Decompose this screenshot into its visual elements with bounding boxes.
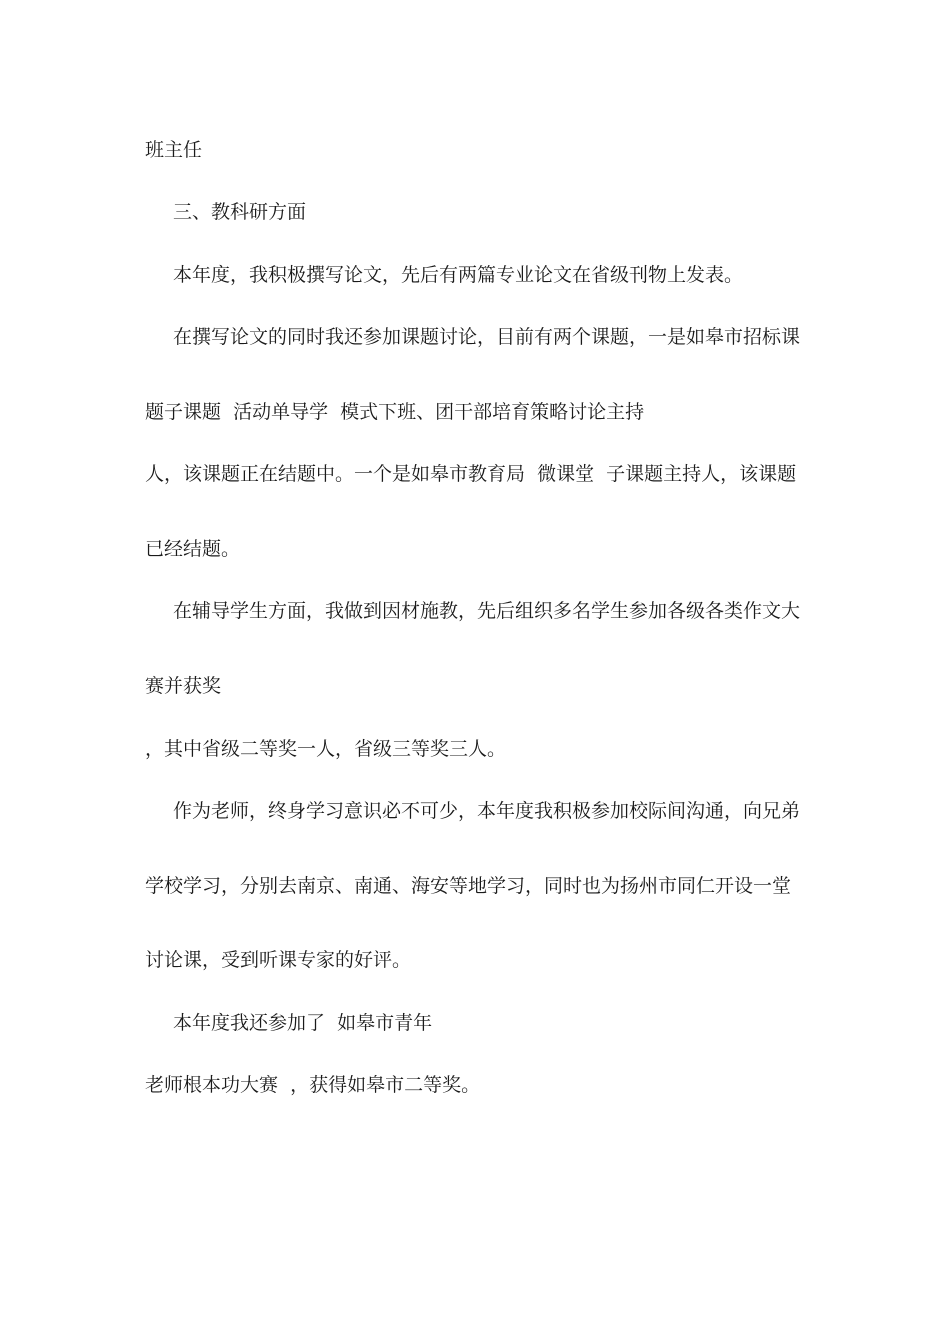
text-line: 在辅导学生方面，我做到因材施教，先后组织多名学生参加各级各类作文大 (173, 600, 801, 622)
text-line: 本年度，我积极撰写论文，先后有两篇专业论文在省级刊物上发表。 (173, 264, 744, 286)
text-line: 人，该课题正在结题中。一个是如皋市教育局 微课堂 子课题主持人，该课题 (145, 463, 797, 485)
section-heading: 三、教科研方面 (173, 201, 307, 223)
text-line: 学校学习，分别去南京、南通、海安等地学习，同时也为扬州市同仁开设一堂 (145, 875, 792, 897)
text-line: 在撰写论文的同时我还参加课题讨论，目前有两个课题，一是如皋市招标课 (173, 326, 801, 348)
text-line: 老师根本功大赛 ，获得如皋市二等奖。 (145, 1074, 481, 1096)
text-line: 赛并获奖 (145, 675, 222, 697)
text-line: 讨论课，受到听课专家的好评。 (145, 949, 412, 971)
text-line: 已经结题。 (145, 538, 241, 560)
text-line: 班主任 (145, 139, 203, 161)
text-line: 题子课题 活动单导学 模式下班、团干部培育策略讨论主持 (145, 401, 645, 423)
text-line: 本年度我还参加了 如皋市青年 (173, 1012, 433, 1034)
text-line: ，其中省级二等奖一人，省级三等奖三人。 (145, 738, 507, 760)
text-line: 作为老师，终身学习意识必不可少，本年度我积极参加校际间沟通，向兄弟 (173, 800, 801, 822)
